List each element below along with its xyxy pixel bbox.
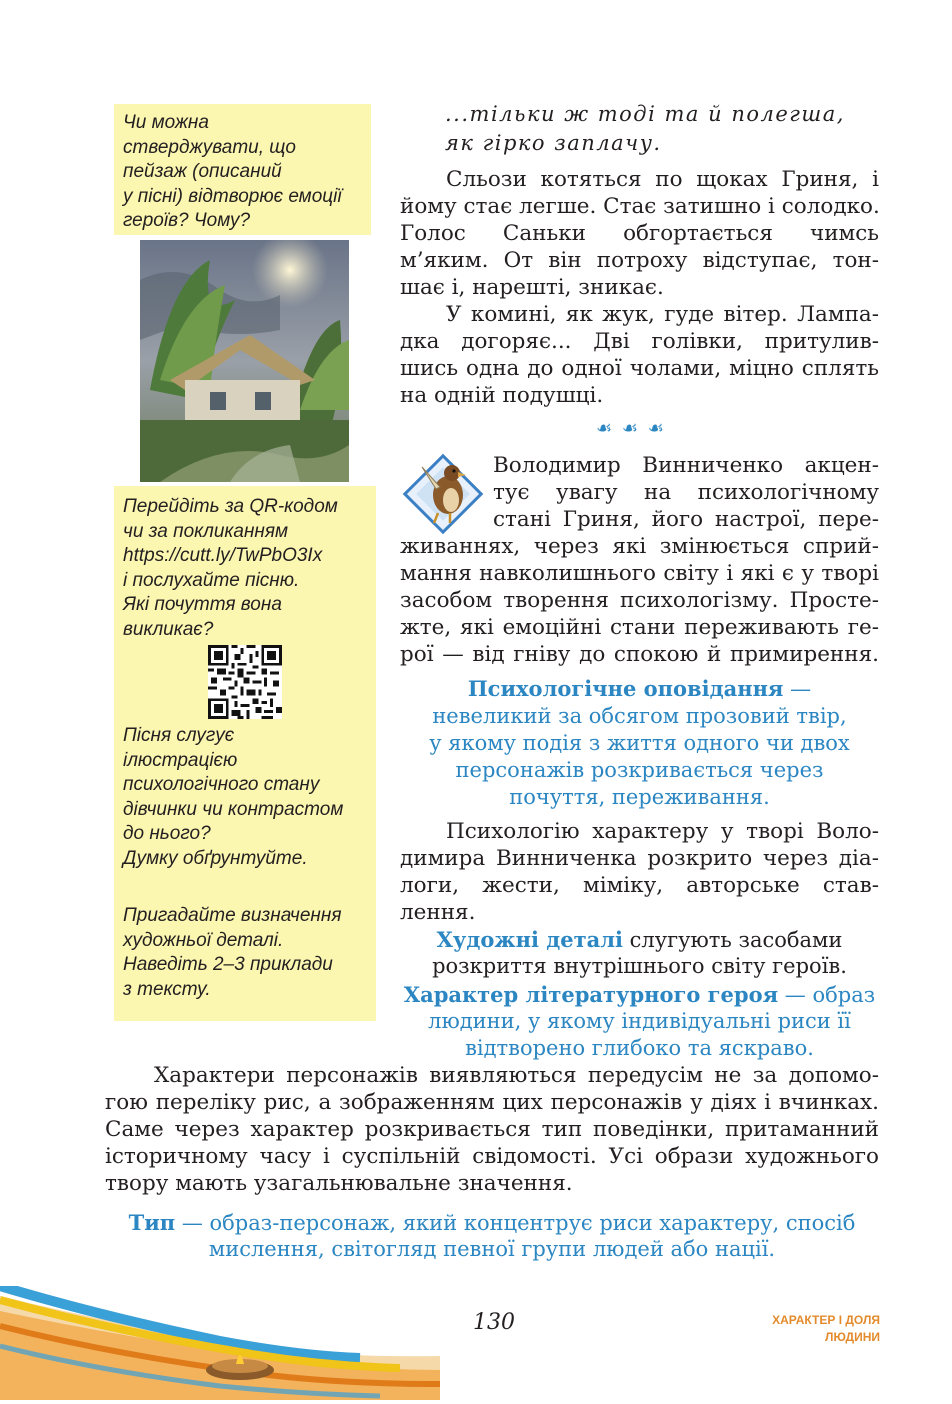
task-line: і послухайте пісню. — [123, 569, 300, 591]
task-line: ілюстрацією — [123, 749, 238, 771]
definition-line: персонажів розкривається через — [455, 758, 824, 782]
paragraph-line: м’яким. От він потроху відступає, тон- — [400, 248, 879, 273]
task-line: Пісня слугує — [123, 725, 235, 746]
task-line: Думку обґрунтуйте. — [123, 847, 308, 869]
song-link[interactable]: https://cutt.ly/TwPbO3Ix — [123, 545, 323, 566]
bird-task-icon — [402, 453, 484, 535]
task-line: Які почуття вона — [123, 594, 282, 615]
paragraph-line: Психологію характеру у творі Воло- — [446, 819, 879, 844]
sidebar-tasks-box — [114, 486, 376, 1021]
task-line: дівчинки чи контрастом — [123, 798, 344, 820]
question-line: у пісні) відтворює емоції — [123, 185, 342, 207]
paragraph-line: Сльози котяться по щоках Гриня, і — [446, 167, 879, 192]
definition-psychological-story: Психологічне оповідання — — [467, 676, 812, 701]
definition-character: Характер літературного героя — образ — [403, 982, 876, 1007]
paragraph-line: рої — від гніву до спокою й примирення. — [400, 642, 879, 667]
storm-cottage-illustration — [140, 240, 349, 482]
paragraph-line: історичному часу і суспільній свідомості. Усі образи художнього — [105, 1144, 879, 1169]
task-line: Наведіть 2–3 приклади — [123, 954, 333, 975]
paragraph-line: жте, які емоційні стани переживають ге- — [400, 615, 879, 640]
task-line: до нього? — [123, 823, 211, 844]
question-line: Чи можна — [123, 112, 209, 133]
paragraph-line: живаннях, через які змінюється сприй- — [400, 534, 879, 559]
definition-term: Тип — [128, 1210, 176, 1235]
section-separator: ☙ ☙ ☙ — [596, 418, 666, 439]
definition-term: Художні деталі — [436, 927, 623, 952]
definition-term: Психологічне оповідання — [467, 676, 784, 701]
paragraph-line: логи, жести, міміку, авторське став- — [400, 873, 879, 898]
paragraph-line: шає і, нарешті, зникає. — [400, 275, 664, 300]
task-line: Пригадайте визначення — [123, 905, 342, 926]
question-line: стверджувати, що — [123, 136, 297, 158]
question-line: пейзаж (описаний — [123, 161, 282, 182]
paragraph-line: шись одна до одної чолами, міцно сплять — [400, 356, 879, 381]
paragraph-line: засобом творення психологізму. Просте- — [400, 588, 879, 613]
footer-decoration — [0, 1286, 440, 1400]
paragraph-line: тує увагу на психологічному — [493, 480, 879, 505]
definition-line: людини, у якому індивідуальні риси її — [428, 1009, 851, 1033]
definition-line: невеликий за обсягом прозовий твір, — [432, 704, 847, 728]
definition-line: розкриття внутрішнього світу героїв. — [432, 954, 847, 978]
page-number: 130 — [473, 1310, 515, 1335]
question-line: героїв? Чому? — [123, 210, 251, 231]
paragraph-line: дка догоряє... Дві голівки, притулив- — [400, 329, 879, 354]
task-line: з тексту. — [123, 978, 211, 1000]
definition-term: Характер літературного героя — [403, 982, 779, 1007]
paragraph-line: Володимир Винниченко акцен- — [493, 453, 879, 478]
paragraph-line: йому стає легше. Стає затишно і солодко. — [400, 194, 880, 219]
paragraph-line: стані Гриня, його настрої, пере- — [493, 507, 879, 532]
paragraph-line: на одній подушці. — [400, 383, 604, 408]
paragraph-line: Характери персонажів виявляються передусім не за допомо- — [154, 1063, 879, 1088]
task-line: викликає? — [123, 618, 214, 640]
task-line: Перейдіть за QR-кодом — [123, 496, 338, 517]
qr-code-icon[interactable] — [208, 645, 282, 719]
definition-line: почуття, переживання. — [509, 785, 770, 809]
paragraph-line: твору мають узагальнювальне значення. — [105, 1171, 573, 1196]
task-line: психологічного стану — [123, 774, 320, 795]
sidebar-question-box — [114, 104, 371, 235]
paragraph-line: мання навколишнього світу і які є у творі — [400, 561, 879, 586]
paragraph-line: лення. — [400, 900, 476, 925]
definition-line: відтворено глибоко та яскраво. — [465, 1036, 814, 1060]
paragraph-line: Саме через характер розкривається тип поведінки, притаманний — [105, 1117, 879, 1142]
task-line: чи за покликанням — [123, 520, 289, 542]
definition-line: у якому подія з життя одного чи двох — [429, 731, 850, 755]
definition-type: Тип — образ-персонаж, який концентрує риси характеру, спосіб — [128, 1210, 856, 1235]
definition-line: мислення, світогляд певної групи людей або нації. — [208, 1237, 776, 1261]
paragraph-line: У комині, як жук, гуде вітер. Лампа- — [446, 302, 879, 327]
paragraph-line: димира Винниченка розкрито через діа- — [400, 846, 879, 871]
task-line: художньої деталі. — [123, 929, 284, 951]
chapter-title: ХАРАКТЕР І ДОЛЯ — [772, 1313, 880, 1327]
chapter-title: ЛЮДИНИ — [825, 1330, 880, 1344]
definition-artistic-details: Художні деталі слугують засобами — [436, 927, 843, 952]
poem-line: ...тільки ж тоді та й полегша, — [445, 102, 845, 126]
paragraph-line: Голос Саньки обгортається чимсь — [400, 221, 879, 246]
poem-line: як гірко заплачу. — [445, 131, 662, 155]
paragraph-line: гою переліку рис, а зображенням цих персонажів у діях і вчинках. — [105, 1090, 879, 1115]
